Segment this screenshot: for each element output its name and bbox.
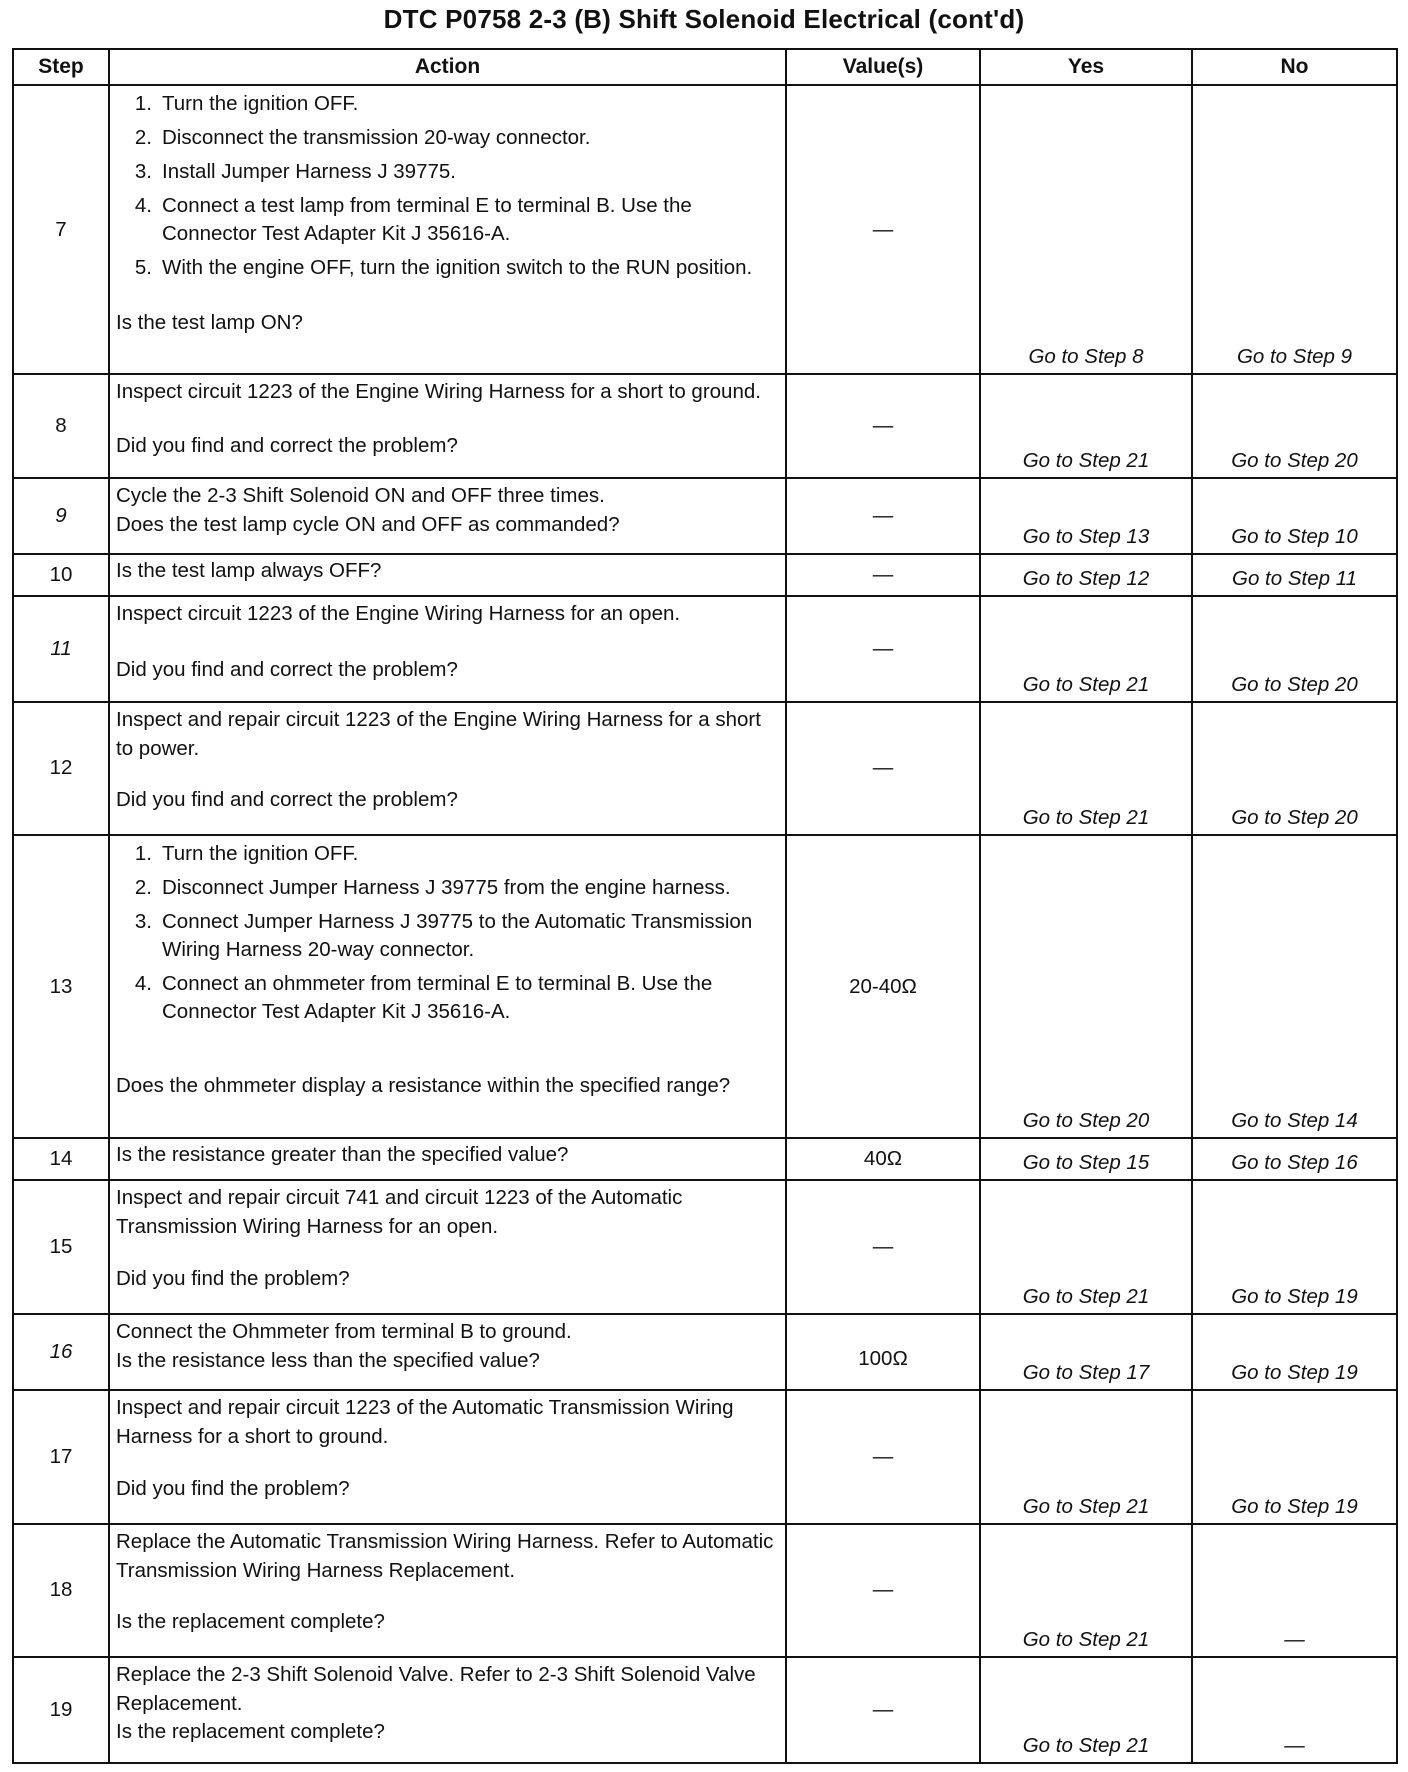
action-cell — [109, 835, 786, 1139]
value-cell: 20-40Ω — [786, 835, 980, 1139]
step-number: 11 — [13, 596, 109, 702]
substep-item — [116, 874, 779, 902]
substep-text: Turn the ignition OFF. — [162, 92, 359, 115]
substep-item — [116, 158, 779, 186]
action-body — [116, 599, 779, 628]
yes-result: Go to Step 21 — [980, 596, 1192, 702]
substep-number: 4. — [134, 971, 152, 995]
table-row — [13, 85, 1397, 374]
value-cell: — — [786, 554, 980, 595]
yes-result: Go to Step 21 — [980, 1180, 1192, 1314]
step-number: 13 — [13, 835, 109, 1139]
table-body — [13, 85, 1397, 1763]
action-content — [110, 375, 785, 464]
substep-number: 2. — [134, 875, 152, 899]
action-content — [110, 703, 785, 818]
substep-text: Disconnect the transmission 20-way connector. — [162, 126, 591, 149]
substep-text: Connect a test lamp from terminal E to terminal B. Use the Connector Test Adapter Kit J 35616-A. — [162, 194, 692, 245]
yes-result: Go to Step 8 — [980, 85, 1192, 374]
table-row — [13, 1657, 1397, 1763]
action-content — [110, 479, 785, 543]
action-text: Inspect and repair circuit 1223 of the Engine Wiring Harness for a short to power. — [116, 707, 761, 760]
table-row — [13, 554, 1397, 595]
value-cell: — — [786, 1524, 980, 1657]
substep-number: 2. — [134, 126, 152, 149]
header-no: No — [1192, 49, 1397, 85]
table-row — [13, 1180, 1397, 1314]
action-body — [116, 1393, 779, 1451]
no-result: Go to Step 10 — [1192, 478, 1397, 554]
action-question: Is the test lamp always OFF? — [116, 559, 382, 583]
action-body — [116, 1660, 779, 1718]
substep-text: Install Jumper Harness J 39775. — [162, 160, 456, 183]
step-number: 8 — [13, 374, 109, 478]
substep-list — [116, 840, 779, 1026]
yes-result: Go to Step 21 — [980, 702, 1192, 835]
no-result: Go to Step 11 — [1192, 554, 1397, 595]
action-body — [116, 1183, 779, 1241]
no-result: Go to Step 19 — [1192, 1180, 1397, 1314]
value-cell: — — [786, 85, 980, 374]
action-question: Is the resistance greater than the specified value? — [116, 1143, 569, 1167]
action-content — [110, 1525, 785, 1640]
action-question: Is the replacement complete? — [116, 1609, 385, 1633]
substep-item — [116, 970, 779, 1026]
value-cell: — — [786, 478, 980, 554]
no-result: Go to Step 20 — [1192, 374, 1397, 478]
no-result: — — [1192, 1524, 1397, 1657]
yes-result: Go to Step 21 — [980, 374, 1192, 478]
substep-list — [116, 90, 779, 282]
step-number: 15 — [13, 1180, 109, 1314]
header-values: Value(s) — [786, 49, 980, 85]
action-question: Does the test lamp cycle ON and OFF as commanded? — [116, 513, 620, 537]
yes-result: Go to Step 21 — [980, 1524, 1192, 1657]
action-question: Does the ohmmeter display a resistance within the specified range? — [116, 1073, 731, 1097]
step-number: 18 — [13, 1524, 109, 1657]
action-text: Inspect circuit 1223 of the Engine Wiring Harness for an open. — [116, 601, 681, 625]
action-question: Did you find the problem? — [116, 1476, 350, 1500]
action-question: Did you find the problem? — [116, 1266, 350, 1290]
action-content — [110, 555, 785, 588]
action-body — [116, 88, 779, 288]
action-question: Is the resistance less than the specified value? — [116, 1348, 540, 1372]
action-content — [110, 1315, 785, 1379]
no-result: Go to Step 14 — [1192, 835, 1397, 1139]
action-content — [110, 1181, 785, 1297]
substep-item — [116, 192, 779, 248]
step-number: 14 — [13, 1138, 109, 1179]
table-row — [13, 1314, 1397, 1390]
action-content — [110, 86, 785, 341]
action-question: Did you find and correct the problem? — [116, 434, 458, 458]
substep-number: 1. — [134, 841, 152, 865]
action-cell — [109, 1390, 786, 1524]
substep-text: With the engine OFF, turn the ignition switch to the RUN position. — [162, 256, 753, 279]
action-text: Inspect and repair circuit 1223 of the Automatic Transmission Wiring Harness for a short to ground. — [116, 1395, 734, 1448]
yes-result: Go to Step 17 — [980, 1314, 1192, 1390]
action-cell — [109, 702, 786, 835]
action-question: Is the replacement complete? — [116, 1719, 385, 1743]
action-cell — [109, 1314, 786, 1390]
substep-number: 5. — [134, 256, 152, 279]
step-number: 7 — [13, 85, 109, 374]
no-result: Go to Step 20 — [1192, 596, 1397, 702]
no-result: Go to Step 16 — [1192, 1138, 1397, 1179]
substep-item — [116, 254, 779, 282]
yes-result: Go to Step 20 — [980, 835, 1192, 1139]
action-text: Replace the 2-3 Shift Solenoid Valve. Refer to 2-3 Shift Solenoid Valve Replacement. — [116, 1662, 756, 1715]
action-content — [110, 836, 785, 1104]
substep-text: Turn the ignition OFF. — [162, 841, 359, 865]
substep-text: Connect an ohmmeter from terminal E to terminal B. Use the Connector Test Adapter Kit J 35616-A. — [162, 971, 713, 1023]
value-cell: — — [786, 1180, 980, 1314]
substep-item — [116, 124, 779, 152]
value-cell: — — [786, 596, 980, 702]
table-row — [13, 374, 1397, 478]
value-cell: — — [786, 1657, 980, 1763]
action-body — [116, 705, 779, 763]
header-action: Action — [109, 49, 786, 85]
no-result: Go to Step 20 — [1192, 702, 1397, 835]
action-content — [110, 1391, 785, 1507]
action-text: Replace the Automatic Transmission Wiring Harness. Refer to Automatic Transmission Wiring Harness Replacement. — [116, 1529, 774, 1582]
action-content — [110, 1139, 785, 1172]
header-yes: Yes — [980, 49, 1192, 85]
no-result: Go to Step 9 — [1192, 85, 1397, 374]
action-cell — [109, 85, 786, 374]
action-content — [110, 1658, 785, 1749]
table-row — [13, 1524, 1397, 1657]
action-cell — [109, 1138, 786, 1179]
action-cell — [109, 1657, 786, 1763]
step-number: 17 — [13, 1390, 109, 1524]
action-text: Connect the Ohmmeter from terminal B to ground. — [116, 1319, 572, 1343]
yes-result: Go to Step 15 — [980, 1138, 1192, 1179]
value-cell: — — [786, 374, 980, 478]
substep-item — [116, 840, 779, 868]
action-body — [116, 1527, 779, 1585]
substep-item — [116, 908, 779, 964]
action-question: Did you find and correct the problem? — [116, 787, 458, 811]
action-text: Inspect circuit 1223 of the Engine Wiring Harness for a short to ground. — [116, 380, 761, 404]
action-cell — [109, 554, 786, 595]
action-cell — [109, 1524, 786, 1657]
diagnostic-table — [12, 48, 1398, 1764]
action-text: Cycle the 2-3 Shift Solenoid ON and OFF three times. — [116, 484, 605, 508]
action-cell — [109, 374, 786, 478]
yes-result: Go to Step 21 — [980, 1390, 1192, 1524]
action-cell — [109, 1180, 786, 1314]
action-content — [110, 597, 785, 688]
action-cell — [109, 596, 786, 702]
yes-result: Go to Step 13 — [980, 478, 1192, 554]
table-header-row — [13, 49, 1397, 85]
value-cell: 100Ω — [786, 1314, 980, 1390]
page-title: DTC P0758 2-3 (B) Shift Solenoid Electrical (cont'd) — [383, 4, 1025, 34]
table-row — [13, 835, 1397, 1139]
action-body — [116, 481, 779, 510]
step-number: 19 — [13, 1657, 109, 1763]
action-question: Did you find and correct the problem? — [116, 657, 458, 681]
no-result: — — [1192, 1657, 1397, 1763]
step-number: 10 — [13, 554, 109, 595]
value-cell: — — [786, 702, 980, 835]
table-row — [13, 596, 1397, 702]
substep-number: 4. — [134, 194, 152, 217]
action-question: Is the test lamp ON? — [116, 311, 303, 334]
substep-text: Disconnect Jumper Harness J 39775 from the engine harness. — [162, 875, 731, 899]
substep-number: 1. — [134, 92, 152, 115]
action-body — [116, 838, 779, 1032]
action-cell — [109, 478, 786, 554]
action-body — [116, 1317, 779, 1346]
substep-number: 3. — [134, 909, 152, 933]
step-number: 16 — [13, 1314, 109, 1390]
action-body — [116, 377, 779, 406]
table-row — [13, 1390, 1397, 1524]
step-number: 12 — [13, 702, 109, 835]
header-step: Step — [13, 49, 109, 85]
substep-text: Connect Jumper Harness J 39775 to the Automatic Transmission Wiring Harness 20-way connector. — [162, 909, 753, 961]
yes-result: Go to Step 12 — [980, 554, 1192, 595]
value-cell: — — [786, 1390, 980, 1524]
substep-number: 3. — [134, 160, 152, 183]
table-row — [13, 702, 1397, 835]
value-cell: 40Ω — [786, 1138, 980, 1179]
action-text: Inspect and repair circuit 741 and circuit 1223 of the Automatic Transmission Wiring Harness for an open. — [116, 1185, 683, 1238]
step-number: 9 — [13, 478, 109, 554]
no-result: Go to Step 19 — [1192, 1390, 1397, 1524]
table-row — [13, 1138, 1397, 1179]
table-row — [13, 478, 1397, 554]
substep-item — [116, 90, 779, 118]
no-result: Go to Step 19 — [1192, 1314, 1397, 1390]
yes-result: Go to Step 21 — [980, 1657, 1192, 1763]
